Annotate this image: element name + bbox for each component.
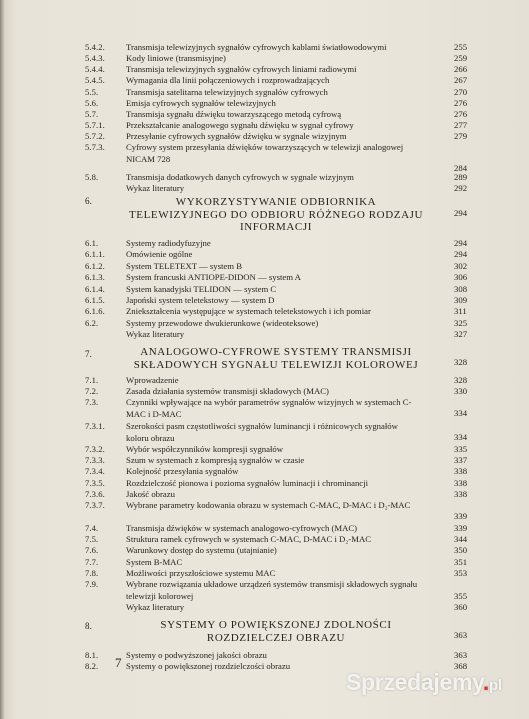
- toc-section-number: 5.4.2.: [85, 42, 105, 52]
- toc-page-number: 330: [454, 386, 468, 396]
- toc-page-number: 284: [454, 163, 468, 173]
- toc-section-number: 6.1.2.: [85, 261, 105, 271]
- toc-section-number: 7.4.: [85, 523, 99, 533]
- toc-section-number: 5.6.: [85, 98, 99, 108]
- toc-section-number: 5.5.: [85, 87, 99, 97]
- page-number: 7: [115, 655, 122, 670]
- toc-page-number: 325: [454, 318, 468, 328]
- toc-section-number: 5.8.: [85, 172, 99, 182]
- toc-section-number: 5.4.3.: [85, 53, 105, 63]
- toc-entry-title: Wymagania dla linii połączeniowych i rozprowadzających: [126, 75, 330, 85]
- toc-page-number: 334: [454, 432, 468, 442]
- toc-entry-title: WYKORZYSTYWANIE ODBIORNIKA TELEWIZYJNEGO DO ODBIORU RÓŻNEGO RODZAJU INFORMACJI: [128, 196, 424, 233]
- toc-entry-title: Kolejność przesyłania sygnałów: [126, 466, 239, 476]
- toc-section-number: 6.1.1.: [85, 249, 105, 259]
- toc-page-number: 327: [454, 329, 468, 339]
- toc-page-number: 351: [454, 557, 468, 567]
- toc-entry-title: Rozdzielczość pionowa i pozioma sygnałów luminacji i chrominancji: [126, 478, 368, 488]
- toc-page-number: 363: [454, 650, 468, 660]
- toc-page-number: 355: [454, 591, 468, 601]
- toc-section-number: 6.2.: [85, 318, 99, 328]
- toc-entry-title: Warunkowy dostęp do systemu (utajnianie): [126, 545, 277, 555]
- toc-section-number: 7.3.6.: [85, 489, 105, 499]
- toc-section-number: 7.3.1.: [85, 421, 105, 431]
- toc-entry-title: Wykaz literatury: [126, 602, 185, 612]
- toc-section-number: 7.5.: [85, 534, 99, 544]
- toc-page-number: 363: [454, 630, 468, 640]
- toc-section-number: 6.1.6.: [85, 306, 105, 316]
- toc-section-number: 7.9.: [85, 579, 99, 589]
- toc-page-number: 276: [454, 109, 468, 119]
- toc-section-number: 7.3.4.: [85, 466, 105, 476]
- toc-page-number: 344: [454, 534, 468, 544]
- toc-page-number: 255: [454, 42, 468, 52]
- toc-page-number: 328: [454, 375, 468, 385]
- toc-entry-title: Transmisja sygnału dźwięku towarzyszącego metodą cyfrową: [126, 109, 342, 119]
- toc-section-number: 5.7.2.: [85, 131, 105, 141]
- toc-page-number: 289: [454, 172, 468, 182]
- toc-section-number: 7.1.: [85, 375, 99, 385]
- toc-section-number: 7.3.2.: [85, 444, 105, 454]
- toc-page-number: 335: [454, 444, 468, 454]
- toc-entry-title: Wybór współczynników kompresji sygnałów: [126, 444, 284, 454]
- toc-page-number: 294: [454, 238, 468, 248]
- toc-page-number: 311: [454, 306, 467, 316]
- toc-entry-title: System kanadyjski TELIDON — system C: [126, 284, 277, 294]
- toc-section-number: 6.1.: [85, 238, 99, 248]
- toc-entry-title: Transmisja satelitarna telewizyjnych sygnałów cyfrowych: [126, 87, 328, 97]
- toc-entry-title: Wybrane rozwiązania układowe urządzeń systemów transmisji składowych sygnału telewizji kolorowej: [126, 579, 418, 601]
- toc-section-number: 7.6.: [85, 545, 99, 555]
- toc-entry-title: Czynniki wpływające na wybór parametrów sygnałów wizyjnych w systemach C-MAC i D-MAC: [126, 397, 412, 419]
- watermark-text: Sprzedajemy: [346, 669, 483, 695]
- toc-page-number: 334: [454, 408, 468, 418]
- toc-page-number: 276: [454, 98, 468, 108]
- toc-entry-title: Kody liniowe (transmisyjne): [126, 53, 226, 63]
- toc-entry-title: Szum w systemach z kompresją sygnałów w czasie: [126, 455, 305, 465]
- toc-page-number: 267: [454, 75, 468, 85]
- toc-entry-title: System TELETEXT — system B: [126, 261, 242, 271]
- toc-entry-title: Systemy radiodyfuzyjne: [126, 238, 211, 248]
- toc-page-number: 339: [454, 511, 468, 521]
- toc-entry-title: Możliwości przyszłościowe systemu MAC: [126, 568, 276, 578]
- toc-entry-title: Japoński system teletekstowy — system D: [126, 295, 275, 305]
- toc-section-number: 8.: [85, 621, 92, 631]
- toc-page-number: 337: [454, 455, 468, 465]
- toc-page-number: 309: [454, 295, 468, 305]
- toc-page-number: 306: [454, 272, 468, 282]
- toc-entry-title: Systemy o powiększonej rozdzielczości obrazu: [126, 661, 291, 671]
- toc-entry-title: System B-MAC: [126, 557, 183, 567]
- toc-page-number: 328: [454, 357, 468, 367]
- toc-section-number: 8.2.: [85, 661, 99, 671]
- toc-page-number: 360: [454, 602, 468, 612]
- watermark-logo: [346, 669, 502, 696]
- toc-entry-title: Wprowadzenie: [126, 375, 179, 385]
- toc-section-number: 7.3.5.: [85, 478, 105, 488]
- toc-page-number: 277: [454, 120, 468, 130]
- toc-page-number: 338: [454, 489, 468, 499]
- toc-page-number: 302: [454, 261, 468, 271]
- toc-entry-title: Emisja cyfrowych sygnałów telewizyjnych: [126, 98, 276, 108]
- toc-entry-title: Jakość obrazu: [126, 489, 175, 499]
- toc-page-number: 339: [454, 523, 468, 533]
- watermark-dot: .: [482, 669, 489, 695]
- toc-entry-title: Systemy przewodowe dwukierunkowe (wideoteksowe): [126, 318, 319, 328]
- toc-entry-title: Transmisja dźwięków w systemach analogowo-cyfrowych (MAC): [126, 523, 358, 533]
- toc-section-number: 5.4.5.: [85, 75, 105, 85]
- toc-section-number: 7.8.: [85, 568, 99, 578]
- toc-page-number: 368: [454, 661, 468, 671]
- toc-page-number: 338: [454, 478, 468, 488]
- toc-page-number: 279: [454, 131, 468, 141]
- toc-section-number: 5.7.1.: [85, 120, 105, 130]
- toc-page-number: 294: [454, 208, 468, 218]
- toc-page-number: 266: [454, 64, 468, 74]
- toc-section-number: 7.3.: [85, 397, 99, 407]
- toc-page-number: 259: [454, 53, 468, 63]
- toc-section-number: 8.1.: [85, 650, 99, 660]
- toc-entry-title: Struktura ramek cyfrowych w systemach C-MAC, D-MAC i D₂-MAC: [126, 534, 372, 544]
- toc-entry-title: Wybrane parametry kodowania obrazu w systemach C-MAC, D-MAC i D₂-MAC: [126, 500, 411, 510]
- toc-entry-title: Systemy o podwyższonej jakości obrazu: [126, 650, 267, 660]
- toc-entry-title: Szerokości pasm częstotliwości sygnałów luminancji i różnicowych sygnałów koloru obrazu: [126, 421, 398, 443]
- toc-page-number: 308: [454, 284, 468, 294]
- toc-section-number: 6.1.4.: [85, 284, 105, 294]
- toc-section-number: 7.7.: [85, 557, 99, 567]
- toc-entry-title: Zniekształcenia występujące w systemach teletekstowych i ich pomiar: [126, 306, 371, 316]
- toc-entry-title: Przesyłanie cyfrowych sygnałów dźwięku w sygnale wizyjnym: [126, 131, 347, 141]
- toc-entry-title: Transmisja telewizyjnych sygnałów cyfrowych kablami światłowodowymi: [126, 42, 387, 52]
- toc-entry-title: Omówienie ogólne: [126, 249, 193, 259]
- toc-section-number: 5.7.: [85, 109, 99, 119]
- toc-entry-title: Cyfrowy system przesyłania dźwięków towarzyszących w telewizji analogowej NICAM 728: [126, 142, 404, 164]
- toc-entry-title: Transmisja telewizyjnych sygnałów cyfrowych liniami radiowymi: [126, 64, 357, 74]
- toc-entry-title: Transmisja dodatkowych danych cyfrowych w sygnale wizyjnym: [126, 172, 354, 182]
- toc-entry-title: Zasada działania systemów transmisji składowych (MAC): [126, 386, 329, 396]
- toc-entry-title: SYSTEMY O POWIĘKSZONEJ ZDOLNOŚCI ROZDZIELCZEJ OBRAZU: [160, 619, 392, 644]
- toc-page-number: 350: [454, 545, 468, 555]
- toc-page-number: 270: [454, 87, 468, 97]
- toc-section-number: 5.7.3.: [85, 142, 105, 152]
- toc-page-number: 338: [454, 466, 468, 476]
- toc-section-number: 7.: [85, 349, 92, 359]
- toc-entry-title: Wykaz literatury: [126, 183, 185, 193]
- toc-page-number: 292: [454, 183, 468, 193]
- toc-section-number: 7.3.3.: [85, 455, 105, 465]
- toc-page-number: 353: [454, 568, 468, 578]
- toc-section-number: 7.2.: [85, 386, 99, 396]
- toc-page-number: 294: [454, 249, 468, 259]
- toc-section-number: 6.1.5.: [85, 295, 105, 305]
- toc-entry-title: Wykaz literatury: [126, 329, 185, 339]
- toc-section-number: 7.3.7.: [85, 500, 105, 510]
- toc-entry-title: Przekształcanie analogowego sygnału dźwięku w sygnał cyfrowy: [126, 120, 354, 130]
- toc-entry-title: ANALOGOWO-CYFROWE SYSTEMY TRANSMISJI SKŁADOWYCH SYGNAŁU TELEWIZJI KOLOROWEJ: [133, 346, 419, 371]
- toc-section-number: 5.4.4.: [85, 64, 105, 74]
- watermark-tld: pl: [488, 677, 502, 694]
- toc-entry-title: System francuski ANTIOPE-DIDON — system A: [126, 272, 301, 282]
- toc-section-number: 6.: [85, 196, 92, 206]
- toc-section-number: 6.1.3.: [85, 272, 105, 282]
